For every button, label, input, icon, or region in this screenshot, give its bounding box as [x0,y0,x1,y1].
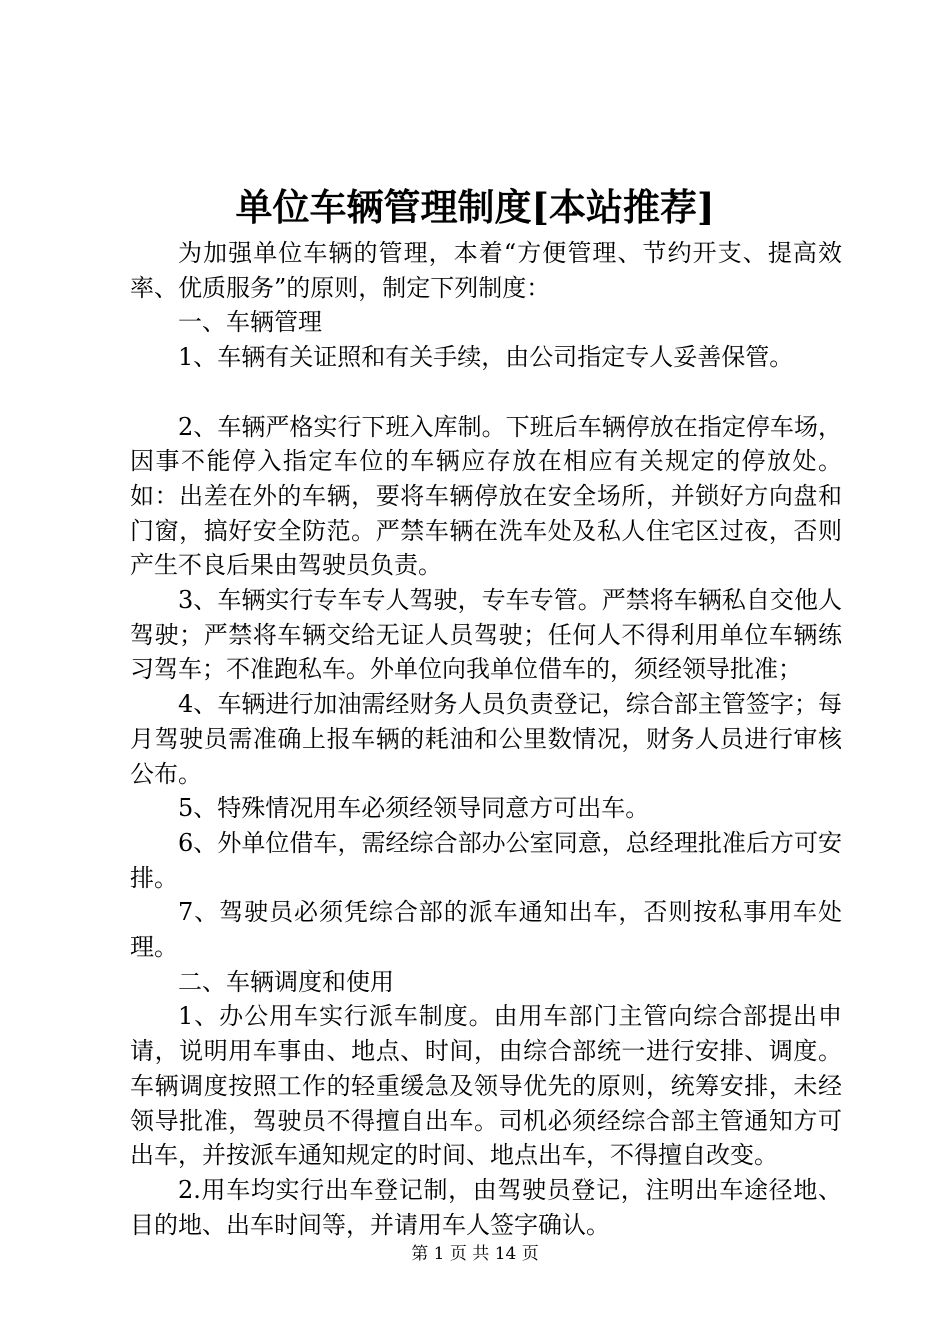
intro-paragraph: 为加强单位车辆的管理，本着“方便管理、节约开支、提高效率、优质服务”的原则，制定下列制度： [130,239,842,302]
document-title: 单位车辆管理制度[本站推荐] [235,185,715,229]
page-number-footer: 第 1 页 共 14 页 [411,1244,539,1264]
rule-paragraph: 4、车辆进行加油需经财务人员负责登记，综合部主管签字；每月驾驶员需准确上报车辆的耗油和公里数情况，财务人员进行审核公布。 [130,690,842,788]
document-body [130,236,842,1242]
blank-line [130,375,842,410]
rule-paragraph: 7、驾驶员必须凭综合部的派车通知出车，否则按私事用车处理。 [130,898,842,962]
section-heading-dispatch-and-use: 二、车辆调度和使用 [178,967,394,996]
rule-paragraph: 6、外单位借车，需经综合部办公室同意，总经理批准后方可安排。 [130,828,842,892]
rule-paragraph: 5、特殊情况用车必须经领导同意方可出车。 [178,794,650,823]
rule-paragraph: 1、车辆有关证照和有关手续，由公司指定专人妥善保管。 [178,343,794,372]
rule-paragraph: 2.用车均实行出车登记制，由驾驶员登记，注明出车途径地、目的地、出车时间等，并请用车人签字确认。 [130,1175,842,1239]
rule-paragraph: 3、车辆实行专车专人驾驶，专车专管。严禁将车辆私自交他人驾驶；严禁将车辆交给无证人员驾驶；任何人不得利用单位车辆练习驾车；不准跑私车。外单位向我单位借车的，须经领导批准； [130,586,842,684]
section-heading-vehicle-management: 一、车辆管理 [178,308,322,337]
rule-paragraph: 2、车辆严格实行下班入库制。下班后车辆停放在指定停车场，因事不能停入指定车位的车辆应存放在相应有关规定的停放处。如：出差在外的车辆，要将车辆停放在安全场所，并锁好方向盘和门窗，搞好安全防范。严禁车辆在洗车处及私人住宅区过夜，否则产生不良后果由驾驶员负责。 [130,412,842,580]
rule-paragraph: 1、办公用车实行派车制度。由用车部门主管向综合部提出申请，说明用车事由、地点、时间，由综合部统一进行安排、调度。车辆调度按照工作的轻重缓急及领导优先的原则，统筹安排，未经领导批准，驾驶员不得擅自出车。司机必须经综合部主管通知方可出车，并按派车通知规定的时间、地点出车，不得擅自改变。 [130,1002,842,1170]
